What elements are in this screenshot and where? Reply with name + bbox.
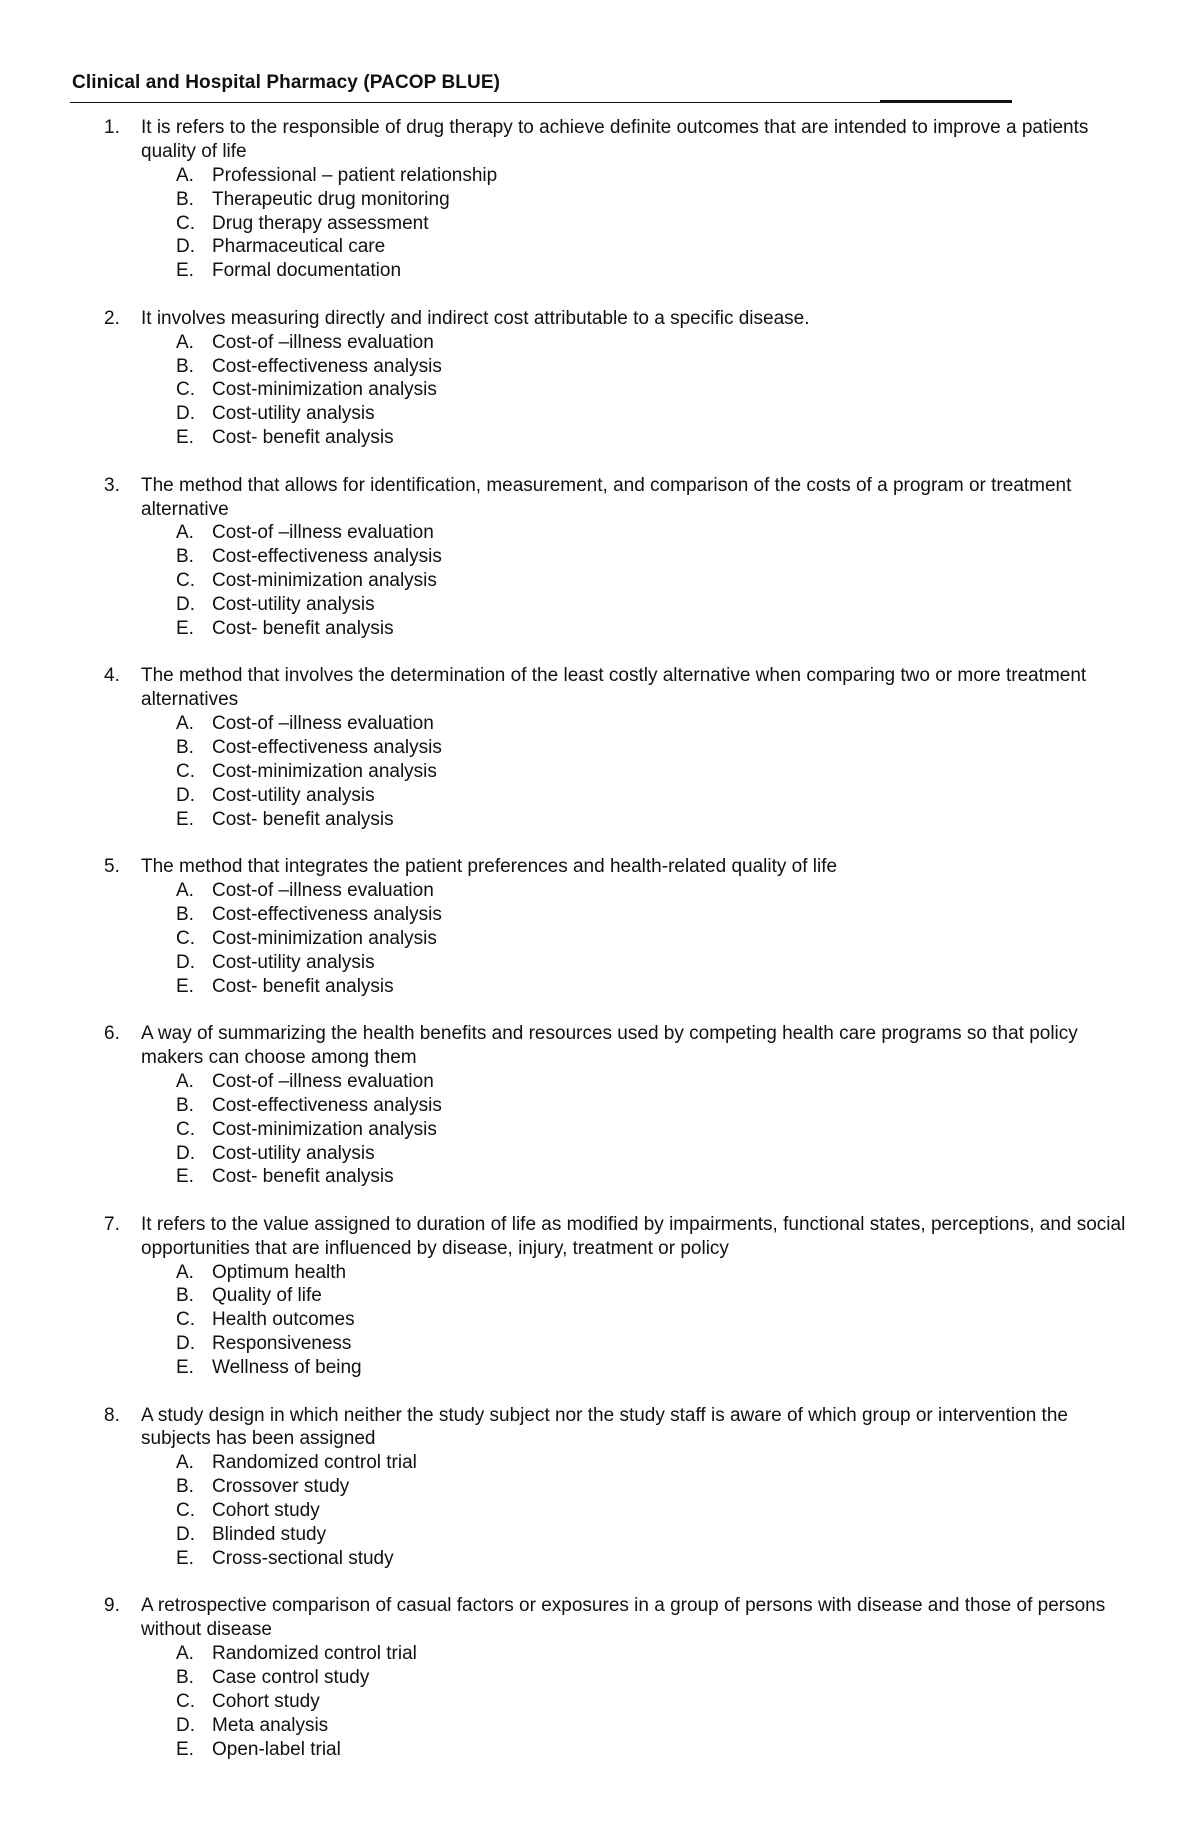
question-text: The method that involves the determination of the least costly alternative when comparing two or more treatment alternatives xyxy=(141,665,1087,711)
choice-text: Cohort study xyxy=(212,1690,320,1712)
choice-text: Meta analysis xyxy=(212,1714,329,1736)
choice-letter: A. xyxy=(176,1452,194,1474)
question-text: It involves measuring directly and indirect cost attributable to a specific disease. xyxy=(141,307,810,329)
choice-text: Randomized control trial xyxy=(212,1643,417,1665)
choice-text: Cost-minimization analysis xyxy=(212,570,437,592)
choice-letter: B. xyxy=(176,188,194,210)
choice-text: Cost-effectiveness analysis xyxy=(212,903,442,925)
choice-letter: E. xyxy=(176,618,194,639)
answer-choice xyxy=(0,593,1200,617)
question-number: 6. xyxy=(104,1023,120,1045)
choice-text: Cost-effectiveness analysis xyxy=(212,546,442,568)
answer-choice xyxy=(0,259,1200,283)
choice-text: Cost- benefit analysis xyxy=(212,1166,394,1188)
choice-letter: E. xyxy=(176,427,194,449)
question-item xyxy=(0,1022,1200,1189)
choice-text: Cost-minimization analysis xyxy=(212,379,437,401)
choice-letter: A. xyxy=(176,164,194,186)
answer-choice xyxy=(0,1142,1200,1166)
document-header xyxy=(70,72,1012,106)
answer-choice xyxy=(0,355,1200,379)
choice-text: Cross-sectional study xyxy=(212,1547,394,1569)
question-number: 3. xyxy=(104,474,120,496)
question-number: 1. xyxy=(104,117,120,138)
answer-choice xyxy=(0,1094,1200,1118)
choice-list xyxy=(0,521,1200,640)
question-text: It refers to the value assigned to duration of life as modified by impairments, functional states, perceptions, and social opportunities that are influenced by disease, injury, treatment or policy xyxy=(141,1213,1126,1259)
choice-text: Optimum health xyxy=(212,1261,347,1283)
answer-choice xyxy=(0,1738,1200,1762)
choice-letter: E. xyxy=(176,1357,194,1379)
choice-list xyxy=(0,1451,1200,1570)
question-number: 5. xyxy=(104,856,120,878)
choice-letter: D. xyxy=(176,1524,195,1546)
choice-text: Health outcomes xyxy=(212,1309,355,1331)
answer-choice xyxy=(0,1523,1200,1547)
choice-text: Cost-utility analysis xyxy=(212,1142,375,1164)
choice-text: Pharmaceutical care xyxy=(212,236,386,258)
question-number: 8. xyxy=(104,1404,120,1426)
choice-list xyxy=(0,1642,1200,1761)
answer-choice xyxy=(0,1308,1200,1332)
choice-text: Drug therapy assessment xyxy=(212,212,429,234)
choice-text: Cost- benefit analysis xyxy=(212,427,394,449)
answer-choice xyxy=(0,1070,1200,1094)
question-text: It is refers to the responsible of drug therapy to achieve definite outcomes that are intended to improve a patients quality of life xyxy=(141,117,1089,162)
question-number: 2. xyxy=(104,307,120,329)
question-text: A way of summarizing the health benefits and resources used by competing health care programs so that policy makers can choose among them xyxy=(141,1023,1078,1068)
choice-text: Cost-utility analysis xyxy=(212,784,375,806)
answer-choice xyxy=(0,617,1200,641)
answer-choice xyxy=(0,426,1200,450)
choice-letter: B. xyxy=(176,1094,194,1116)
question-text: The method that integrates the patient preferences and health-related quality of life xyxy=(141,856,838,878)
choice-letter: B. xyxy=(176,903,194,925)
choice-letter: D. xyxy=(176,1142,195,1164)
choice-letter: C. xyxy=(176,1500,195,1522)
answer-choice xyxy=(0,808,1200,832)
answer-choice xyxy=(0,784,1200,808)
choice-text: Cost-of –illness evaluation xyxy=(212,713,434,735)
choice-text: Crossover study xyxy=(212,1476,350,1498)
answer-choice xyxy=(0,545,1200,569)
choice-text: Cost-minimization analysis xyxy=(212,760,437,782)
choice-letter: E. xyxy=(176,1166,194,1188)
choice-text: Cost- benefit analysis xyxy=(212,618,394,639)
choice-text: Cost-of –illness evaluation xyxy=(212,880,434,902)
choice-letter: A. xyxy=(176,1643,194,1665)
question-number: 7. xyxy=(104,1213,120,1235)
question-list xyxy=(0,116,1200,1785)
choice-text: Cohort study xyxy=(212,1500,320,1522)
choice-letter: B. xyxy=(176,1667,194,1689)
choice-letter: D. xyxy=(176,1714,195,1736)
choice-letter: D. xyxy=(176,951,195,973)
choice-text: Responsiveness xyxy=(212,1333,352,1355)
choice-text: Cost- benefit analysis xyxy=(212,975,394,997)
answer-choice xyxy=(0,975,1200,999)
header-rule-accent xyxy=(880,100,1012,103)
choice-text: Cost-utility analysis xyxy=(212,403,375,425)
choice-letter: C. xyxy=(176,212,195,234)
choice-letter: B. xyxy=(176,355,194,377)
choice-letter: D. xyxy=(176,236,195,258)
answer-choice xyxy=(0,1690,1200,1714)
question-item xyxy=(0,1404,1200,1571)
choice-text: Quality of life xyxy=(212,1285,322,1307)
choice-letter: A. xyxy=(176,713,194,735)
choice-text: Cost-minimization analysis xyxy=(212,1118,437,1140)
question-item xyxy=(0,307,1200,450)
answer-choice xyxy=(0,927,1200,951)
choice-list xyxy=(0,712,1200,831)
answer-choice xyxy=(0,879,1200,903)
choice-letter: A. xyxy=(176,1261,194,1283)
answer-choice xyxy=(0,1284,1200,1308)
answer-choice xyxy=(0,903,1200,927)
document-title: Clinical and Hospital Pharmacy (PACOP BLUE) xyxy=(72,72,501,93)
question-text: A retrospective comparison of casual factors or exposures in a group of persons with disease and those of persons without disease xyxy=(141,1595,1106,1641)
choice-text: Formal documentation xyxy=(212,260,402,282)
choice-letter: D. xyxy=(176,594,195,616)
choice-text: Professional – patient relationship xyxy=(212,164,498,186)
header-rule xyxy=(70,102,1012,103)
question-item xyxy=(0,664,1200,831)
choice-text: Case control study xyxy=(212,1667,370,1689)
answer-choice xyxy=(0,1714,1200,1738)
answer-choice xyxy=(0,1261,1200,1285)
answer-choice xyxy=(0,188,1200,212)
choice-text: Randomized control trial xyxy=(212,1452,417,1474)
question-number: 4. xyxy=(104,665,120,687)
choice-text: Cost-of –illness evaluation xyxy=(212,522,434,544)
choice-text: Cost-effectiveness analysis xyxy=(212,1094,442,1116)
choice-list xyxy=(0,879,1200,998)
answer-choice xyxy=(0,736,1200,760)
answer-choice xyxy=(0,164,1200,188)
choice-letter: B. xyxy=(176,1285,194,1307)
choice-letter: B. xyxy=(176,737,194,759)
answer-choice xyxy=(0,212,1200,236)
answer-choice xyxy=(0,712,1200,736)
choice-letter: E. xyxy=(176,1547,194,1569)
choice-letter: C. xyxy=(176,927,195,949)
choice-letter: B. xyxy=(176,546,194,568)
choice-list xyxy=(0,1070,1200,1189)
answer-choice xyxy=(0,521,1200,545)
question-item xyxy=(0,1594,1200,1761)
choice-text: Cost-effectiveness analysis xyxy=(212,737,442,759)
choice-letter: C. xyxy=(176,1118,195,1140)
choice-text: Cost- benefit analysis xyxy=(212,808,394,830)
choice-letter: E. xyxy=(176,260,194,282)
answer-choice xyxy=(0,951,1200,975)
choice-text: Cost-minimization analysis xyxy=(212,927,437,949)
choice-letter: A. xyxy=(176,1070,194,1092)
choice-letter: A. xyxy=(176,880,194,902)
choice-letter: A. xyxy=(176,331,194,353)
question-item xyxy=(0,855,1200,998)
choice-letter: B. xyxy=(176,1476,194,1498)
choice-text: Wellness of being xyxy=(212,1357,362,1379)
choice-letter: C. xyxy=(176,570,195,592)
choice-letter: E. xyxy=(176,975,194,997)
question-item xyxy=(0,1213,1200,1380)
choice-text: Cost-effectiveness analysis xyxy=(212,355,442,377)
answer-choice xyxy=(0,378,1200,402)
choice-letter: D. xyxy=(176,784,195,806)
answer-choice xyxy=(0,1499,1200,1523)
choice-letter: D. xyxy=(176,403,195,425)
answer-choice xyxy=(0,1642,1200,1666)
choice-letter: C. xyxy=(176,1690,195,1712)
question-text: A study design in which neither the study subject nor the study staff is aware of which group or intervention the subjects has been assigned xyxy=(141,1404,1068,1450)
choice-text: Open-label trial xyxy=(212,1738,341,1760)
choice-list xyxy=(0,331,1200,450)
answer-choice xyxy=(0,402,1200,426)
choice-list xyxy=(0,164,1200,283)
answer-choice xyxy=(0,1118,1200,1142)
question-item xyxy=(0,474,1200,641)
choice-letter: D. xyxy=(176,1333,195,1355)
choice-letter: A. xyxy=(176,522,194,544)
choice-text: Therapeutic drug monitoring xyxy=(212,188,450,210)
choice-letter: E. xyxy=(176,808,194,830)
answer-choice xyxy=(0,235,1200,259)
choice-text: Cost-utility analysis xyxy=(212,951,375,973)
question-text: The method that allows for identification, measurement, and comparison of the costs of a program or treatment alternative xyxy=(141,474,1072,520)
choice-text: Cost-utility analysis xyxy=(212,594,375,616)
choice-list xyxy=(0,1261,1200,1380)
answer-choice xyxy=(0,1547,1200,1571)
answer-choice xyxy=(0,1451,1200,1475)
answer-choice xyxy=(0,1475,1200,1499)
answer-choice xyxy=(0,1165,1200,1189)
choice-letter: E. xyxy=(176,1738,194,1760)
choice-letter: C. xyxy=(176,760,195,782)
question-item xyxy=(0,116,1200,283)
choice-text: Cost-of –illness evaluation xyxy=(212,1070,434,1092)
choice-letter: C. xyxy=(176,1309,195,1331)
answer-choice xyxy=(0,1666,1200,1690)
answer-choice xyxy=(0,1332,1200,1356)
answer-choice xyxy=(0,1356,1200,1380)
choice-text: Blinded study xyxy=(212,1524,327,1546)
answer-choice xyxy=(0,331,1200,355)
answer-choice xyxy=(0,760,1200,784)
question-number: 9. xyxy=(104,1595,120,1617)
choice-text: Cost-of –illness evaluation xyxy=(212,331,434,353)
answer-choice xyxy=(0,569,1200,593)
choice-letter: C. xyxy=(176,379,195,401)
